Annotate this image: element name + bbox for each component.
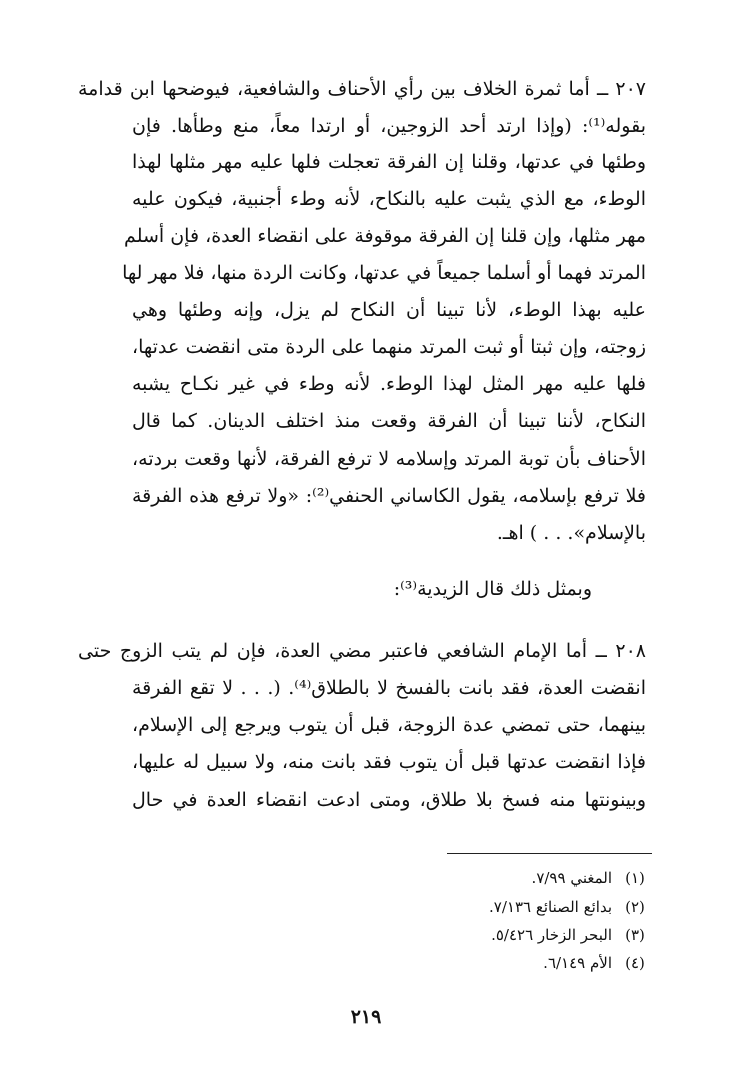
footnote-4	[543, 953, 646, 973]
paragraph-207-line-6: المرتد فهما أو أسلما جميعاً في عدتها، وكانت الردة منها، فلا مهر لها	[122, 262, 646, 284]
footnote-separator	[447, 853, 652, 854]
paragraph-208-line-4: فإذا انقضت عدتها قبل أن يتوب فقد بانت منه، ولا سبيل له عليها،	[132, 751, 646, 773]
footnote-3-text: البحر الزخار ٥/٤٢٦.	[491, 926, 612, 944]
footnote-4-number: (٤)	[625, 954, 645, 972]
page-number: ٢١٩	[350, 1006, 382, 1028]
footnote-1-text: المغني ٧/٩٩.	[531, 869, 612, 887]
footnote-2-text: بدائع الصنائع ٧/١٣٦.	[489, 898, 612, 916]
paragraph-207-line-3: وطئها في عدتها، وقلنا إن الفرقة تعجلت فلها عليه مهر مثلها لهذا	[132, 151, 646, 173]
paragraph-207-line-8: زوجته، وإن ثبتا أو ثبت المرتد منهما على الردة متى انقضت عدتها،	[132, 336, 646, 358]
paragraph-207-line-10: النكاح، لأننا تبينا أن الفرقة وقعت منذ اختلف الدينان. كما قال	[132, 410, 646, 432]
paragraph-207-line-5: مهر مثلها، وإن قلنا إن الفرقة موقوفة على انقضاء العدة، فإن أسلم	[124, 225, 646, 247]
footnote-1	[532, 868, 646, 888]
footnote-4-text: الأم ٦/١٤٩.	[543, 954, 612, 972]
paragraph-207-line-12: فلا ترفع بإسلامه، يقول الكاساني الحنفي⁽²⁾: «ولا ترفع هذه الفرقة	[132, 485, 646, 507]
footnote-1-number: (١)	[625, 869, 645, 887]
zaydi-statement: وبمثل ذلك قال الزيدية⁽³⁾:	[393, 578, 592, 600]
paragraph-207-line-4: الوطء، مع الذي يثبت عليه بالنكاح، لأنه وطء أجنبية، فيكون عليه	[132, 188, 646, 210]
footnote-3-number: (٣)	[625, 926, 645, 944]
paragraph-208-line-2: انقضت العدة، فقد بانت بالفسخ لا بالطلاق⁽⁴⁾. (. . . لا تقع الفرقة	[132, 677, 646, 699]
paragraph-207-line-7: عليه بهذا الوطء، لأنا تبينا أن النكاح لم يزل، وإنه وطئها وهي	[132, 299, 646, 321]
paragraph-208-line-3: بينهما، حتى تمضي عدة الزوجة، قبل أن يتوب ويرجع إلى الإسلام،	[132, 714, 646, 736]
paragraph-207-line-9: فلها عليه مهر المثل لهذا الوطء. لأنه وطء في غير نكـاح يشبه	[132, 373, 646, 395]
paragraph-207-line-11: الأحناف بأن توبة المرتد وإسلامه لا ترفع الفرقة، لأنها وقعت بردته،	[132, 448, 646, 470]
footnote-3	[491, 925, 646, 945]
paragraph-207-line-1: ٢٠٧ ــ أما ثمرة الخلاف بين رأي الأحناف والشافعية، فيوضحها ابن قدامة	[78, 78, 646, 100]
paragraph-208-line-5: وبينونتها منه فسخ بلا طلاق، ومتى ادعت انقضاء العدة في حال	[132, 789, 646, 811]
paragraph-207-line-13: بالإسلام». . . ) اهـ.	[496, 522, 646, 544]
footnote-2-number: (٢)	[625, 898, 645, 916]
footnote-2	[489, 897, 646, 917]
paragraph-208-line-1: ٢٠٨ ــ أما الإمام الشافعي فاعتبر مضي العدة، فإن لم يتب الزوج حتى	[78, 640, 646, 662]
paragraph-207-line-2: بقوله⁽¹⁾: (وإذا ارتد أحد الزوجين، أو ارتدا معاً، منع وطأها. فإن	[132, 115, 646, 137]
